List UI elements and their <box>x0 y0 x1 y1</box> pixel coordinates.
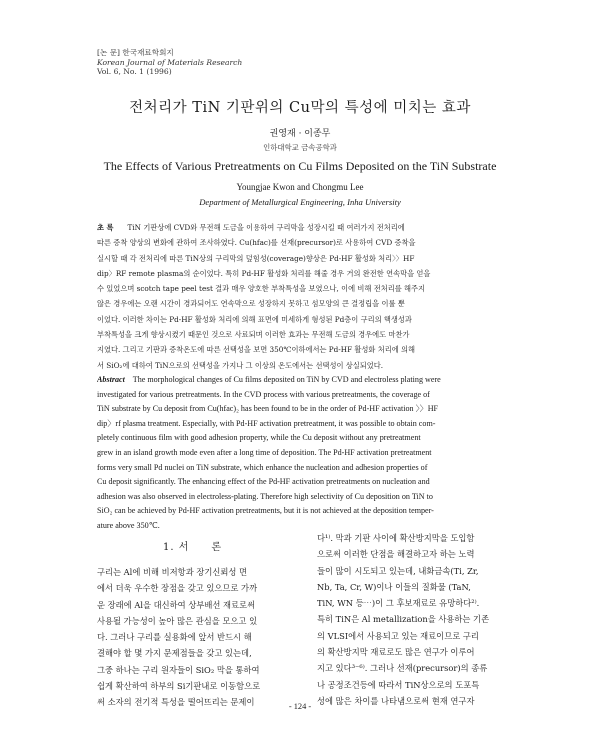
body-column-right <box>317 530 517 709</box>
body-line: 지고 있다³⁻⁶⁾. 그러나 선재(precursor)의 종류 <box>317 663 488 674</box>
abstract-english-line: pletely continuous film with good adhesion property, while the Cu deposit without any pretreatment <box>97 433 421 443</box>
abstract-english-line: dip〉rf plasma treatment. Especially, with Pd-HF activation pretreatment, it was possible to obtain com- <box>97 418 436 428</box>
body-line: 다¹⁾. 막과 기판 사이에 확산방지막을 도입함 <box>317 533 475 543</box>
section-number: 1. 서 <box>163 542 190 553</box>
abstract-english-line: Abstract The morphological changes of Cu films deposited on TiN by CVD and electroless plating were <box>97 375 441 384</box>
abstract-korean-line: 지였다. 그리고 기판과 증착온도에 따른 선택성을 보면 350℃이하에서는 Pd-HF 활성화 처리에 의해 <box>97 345 416 355</box>
body-line: 결해야 할 몇 가지 문제점들을 갖고 있는데, <box>97 648 252 659</box>
abstract-korean-line: 않은 경우에는 오랜 시간이 경과되어도 연속막으로 성장하지 못하고 섬모양의 큰 결정립을 이룰 뿐 <box>97 299 405 309</box>
page-number: - 124 - <box>288 702 312 711</box>
journal-type: [논 문] 한국재료학회지 <box>97 48 174 57</box>
abstract-korean-line: 서 SiO₂에 대하여 TiN으로의 선택성을 가지나 그 이상의 온도에서는 선택성이 상실되었다. <box>97 360 384 370</box>
abstract-korean <box>97 220 509 373</box>
body-line: 쉽게 확산하여 하부의 Si기판내로 이동함으로 <box>97 681 261 692</box>
body-line: Nb, Ta, Cr, W)이나 이들의 질화물 (TaN, <box>317 581 471 592</box>
abstract-korean-line: 실시할 때 각 전처리에 따른 TiN상의 구리막의 덮힘성(coverage)향상은 Pd-HF 활성화 처리〉〉HF <box>97 253 415 263</box>
body-line: 에서 더욱 우수한 장점을 갖고 있으므로 가까 <box>97 583 258 594</box>
affiliation-english: Department of Metallurgical Engineering, Inha University <box>199 197 401 207</box>
abstract-korean-line: 이었다. 이러한 차이는 Pd-HF 활성화 처리에 의해 표면에 미세하게 형성된 Pd층이 구리의 핵생성과 <box>97 314 412 324</box>
body-line: 들이 많이 시도되고 있는데, 내화금속(Ti, Zr, <box>317 565 479 576</box>
body-line: 나 공정조건등에 따라서 TiN상으로의 도포특 <box>317 679 480 690</box>
journal-volume: Vol. 6, No. 1 (1996) <box>97 67 172 77</box>
abstract-english-line: investigated for various pretreatments. In the CVD process with various pretreatments, the coverage of <box>97 389 430 399</box>
body-line: 특히 TiN은 Al metallization을 사용하는 기존 <box>317 614 490 625</box>
body-line: 구리는 Al에 비해 비저항과 장기신뢰성 면 <box>97 567 248 577</box>
abstract-korean-line: dip〉RF remote plasma의 순이었다. 특히 Pd-HF 활성화 처리를 해줄 경우 거의 완전한 연속막을 얻을 <box>97 268 431 278</box>
authors-korean: 권영재 · 이종무 <box>269 129 331 139</box>
body-line: 성에 많은 차이를 나타냄으로써 현재 연구자 <box>317 695 475 706</box>
abstract-korean-line: 부착특성을 크게 향상시켰기 때문인 것으로 사료되며 이러한 효과는 무전해 도금의 경우에도 마찬가 <box>97 330 410 340</box>
body-line: 사용될 가능성이 높아 많은 관심을 모으고 있 <box>97 615 258 626</box>
body-line: 그중 하나는 구리 원자들이 SiO₂ 막을 통하여 <box>97 664 260 675</box>
paper-title-english: The Effects of Various Pretreatments on Cu Films Deposited on the TiN Substrate <box>103 159 497 173</box>
abstract-english-line: Cu deposit significantly. The enhancing effect of the Pd-HF activation pretreatments on nucleation and <box>97 477 430 487</box>
abstract-english-label: Abstract <box>97 375 125 384</box>
journal-name: Korean Journal of Materials Research <box>97 57 243 67</box>
abstract-korean-line: 따른 증착 양상의 변화에 관하여 조사하였다. Cu(hfac)를 선재(precursor)로 사용하여 CVD 증착을 <box>97 238 416 248</box>
body-line: 다. 그러나 구리를 실용화에 앞서 반드시 해 <box>97 632 252 643</box>
abstract-english-line: adhesion was also observed in electroless-plating. Therefore high selectivity of Cu deposition on TiN to <box>97 491 433 501</box>
body-line: 의 확산방지막 재료로도 많은 연구가 이루어 <box>317 647 475 658</box>
affiliation-korean: 인하대학교 금속공학과 <box>263 143 337 152</box>
journal-header <box>97 48 242 77</box>
body-line: 써 소자의 전기적 특성을 떨어뜨리는 문제이 <box>97 697 255 708</box>
body-line: 으로써 이러한 단점을 해결하고자 하는 노력 <box>317 549 475 560</box>
section-heading-introduction <box>163 538 222 553</box>
abstract-korean-line: 초 록 TiN 기판상에 CVD와 무전해 도금을 이용하여 구리막을 성장시킬 때 여러가지 전처리에 <box>97 223 405 232</box>
abstract-korean-line: 수 있었으며 scotch tape peel test 결과 매우 양호한 부착특성을 보였으나, 이에 비해 전처리를 해주지 <box>97 284 426 294</box>
abstract-english-line: grew in an island growth mode even after a long time of deposition. The Pd-HF activation pretreatment <box>97 447 432 457</box>
abstract-english <box>97 373 509 534</box>
abstract-english-line: TiN substrate by Cu deposit from Cu(hfac)₂ has been found to be in the order of Pd-HF activation 〉〉HF <box>97 404 439 414</box>
body-column-left <box>97 564 301 711</box>
body-line: 운 장래에 Al을 대신하여 상부배선 재료로써 <box>97 599 256 610</box>
abstract-korean-label: 초 록 <box>97 223 114 232</box>
authors-english: Youngjae Kwon and Chongmu Lee <box>236 182 364 192</box>
body-line: 의 VLSI에서 사용되고 있는 재료이므로 구리 <box>317 630 479 641</box>
body-line: TiN, WN 등⋯)이 그 후보재료로 유망하다²⁾. <box>317 598 480 609</box>
abstract-english-line: ature above 350℃. <box>97 520 160 530</box>
paper-title-korean: 전처리가 TiN 기판위의 Cu막의 특성에 미치는 효과 <box>129 100 471 116</box>
abstract-english-line: SiO₂ can be achieved by Pd-HF activation pretreatments, but it is not achieved at the deposition temper- <box>97 506 434 516</box>
section-title: 론 <box>211 542 223 553</box>
abstract-english-line: forms very small Pd nuclei on TiN substrate, which enhance the nucleation and adhesion properties of <box>97 462 428 472</box>
